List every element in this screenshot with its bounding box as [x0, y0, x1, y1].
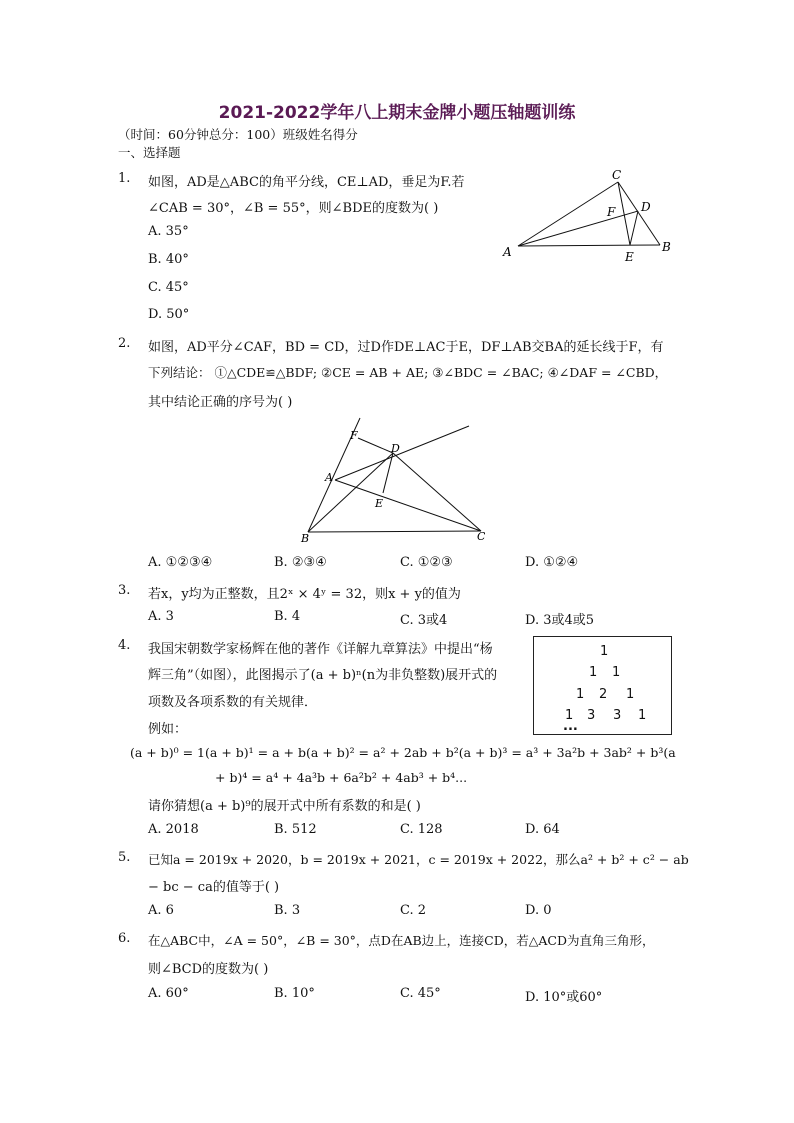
option-a[interactable]: A. 3: [148, 609, 174, 624]
option-d[interactable]: D. 64: [525, 822, 560, 837]
triangle-cell: 3: [587, 708, 596, 723]
question-formula: + b)⁴ = a⁴ + 4a³b + 6a²b² + 4ab³ + b⁴...: [215, 770, 468, 785]
exam-info: （时间：60分钟总分：100）班级姓名得分: [118, 127, 358, 142]
label-d: D: [641, 200, 651, 214]
option-b[interactable]: B. 10°: [274, 986, 315, 1001]
question-text: 则∠BCD的度数为( ): [148, 962, 269, 977]
page-title: 2021-2022学年八上期末金牌小题压轴题训练: [218, 103, 576, 123]
option-c[interactable]: C. 45°: [148, 280, 189, 295]
question-formula: (a + b)⁰ = 1(a + b)¹ = a + b(a + b)² = a² + 2ab + b²(a + b)³ = a³ + 3a²b + 3ab² + b³(a: [130, 745, 676, 760]
option-c[interactable]: C. ①②③: [400, 555, 453, 570]
option-c[interactable]: C. 45°: [400, 986, 441, 1001]
question-number: 2.: [118, 336, 131, 351]
triangle-figure-1: [500, 165, 680, 265]
label-b: B: [301, 532, 310, 545]
label-a: A: [325, 471, 333, 484]
label-b: B: [662, 240, 671, 254]
triangle-cell: 1: [612, 665, 621, 680]
question-number: 1.: [118, 171, 131, 186]
question-text: 我国宋朝数学家杨辉在他的著作《详解九章算法》中提出“杨: [148, 642, 493, 657]
question-text: ∠CAB = 30°，∠B = 55°，则∠BDE的度数为( ): [148, 201, 439, 216]
option-c[interactable]: C. 3或4: [400, 613, 448, 628]
question-number: 5.: [118, 850, 131, 865]
option-b[interactable]: B. 4: [274, 609, 301, 624]
option-d[interactable]: D. 0: [525, 903, 552, 918]
label-c: C: [612, 168, 622, 182]
question-text: 辉三角”（如图），此图揭示了(a + b)ⁿ(n为非负整数)展开式的: [148, 668, 498, 683]
label-e: E: [375, 497, 384, 510]
triangle-cell: 1: [565, 708, 574, 723]
question-text: 下列结论： ①△CDE≌△BDF; ②CE = AB + AE; ③∠BDC = ∠BAC; ④∠DAF = ∠CBD，: [148, 365, 668, 380]
question-text: 若x，y均为正整数，且2ˣ × 4ʸ = 32，则x + y的值为: [148, 587, 461, 602]
triangle-cell: 1: [600, 644, 609, 659]
section-heading: 一、选择题: [118, 145, 181, 160]
question-text: 已知a = 2019x + 2020，b = 2019x + 2021，c = 2019x + 2022，那么a² + b² + c² − ab: [148, 852, 689, 867]
triangle-cell: 2: [599, 687, 608, 702]
option-c[interactable]: C. 128: [400, 822, 443, 837]
option-d[interactable]: D. ①②④: [525, 555, 579, 570]
label-f: F: [607, 205, 616, 219]
question-number: 4.: [118, 638, 131, 653]
question-text: 项数及各项系数的有关规律．: [148, 695, 318, 710]
question-text: 在△ABC中，∠A = 50°，∠B = 30°，点D在AB边上，连接CD，若△ACD为直角三角形，: [148, 933, 655, 948]
option-a[interactable]: A. 6: [148, 903, 174, 918]
option-b[interactable]: B. 3: [274, 903, 301, 918]
question-number: 3.: [118, 583, 131, 598]
triangle-cell: 3: [613, 708, 622, 723]
triangle-cell: 1: [589, 665, 598, 680]
option-a[interactable]: A. 60°: [148, 986, 189, 1001]
option-d[interactable]: D. 3或4或5: [525, 613, 595, 628]
option-b[interactable]: B. 512: [274, 822, 317, 837]
question-text: − bc − ca的值等于( ): [148, 880, 280, 895]
triangle-cell: 1: [576, 687, 585, 702]
yang-hui-triangle-box: [533, 636, 672, 735]
question-text: 请你猜想(a + b)⁹的展开式中所有系数的和是( ): [148, 799, 421, 814]
label-d: D: [391, 442, 400, 455]
option-a[interactable]: A. 2018: [148, 822, 199, 837]
label-e: E: [625, 250, 634, 264]
label-c: C: [477, 530, 485, 543]
option-b[interactable]: B. 40°: [148, 252, 189, 267]
triangle-cell: 1: [626, 687, 635, 702]
triangle-ellipsis: ...: [563, 719, 578, 734]
option-b[interactable]: B. ②③④: [274, 555, 327, 570]
option-c[interactable]: C. 2: [400, 903, 427, 918]
question-text: 例如：: [148, 722, 188, 737]
option-a[interactable]: A. ①②③④: [148, 555, 213, 570]
triangle-figure-2: [295, 415, 485, 545]
question-text: 如图，AD是△ABC的角平分线，CE⊥AD，垂足为F.若: [148, 175, 465, 190]
triangle-cell: 1: [638, 708, 647, 723]
label-a: A: [503, 245, 512, 259]
question-text: 如图，AD平分∠CAF，BD = CD，过D作DE⊥AC于E，DF⊥AB交BA的延长线于F，有: [148, 340, 664, 355]
question-text: 其中结论正确的序号为( ): [148, 395, 293, 410]
option-a[interactable]: A. 35°: [148, 224, 189, 239]
option-d[interactable]: D. 50°: [148, 307, 190, 322]
label-f: F: [350, 429, 358, 442]
option-d[interactable]: D. 10°或60°: [525, 990, 603, 1005]
question-number: 6.: [118, 931, 131, 946]
